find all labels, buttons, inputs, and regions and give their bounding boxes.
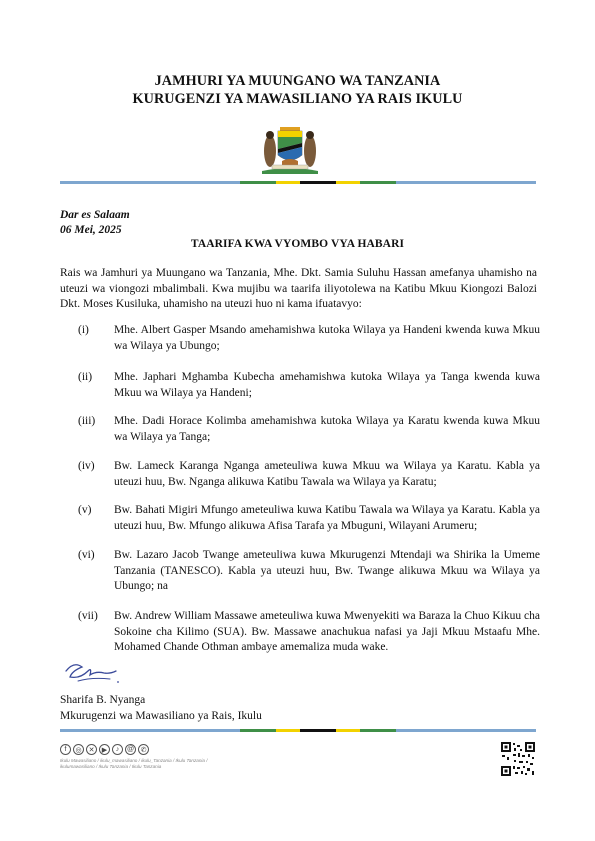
youtube-icon[interactable]: ▶ bbox=[99, 744, 110, 755]
date: 06 Mei, 2025 bbox=[60, 224, 122, 236]
facebook-icon[interactable]: f bbox=[60, 744, 71, 755]
intro-paragraph: Rais wa Jamhuri ya Muungano wa Tanzania, Mhe. Dkt. Samia Suluhu Hassan amefanya uhamisho na uteuzi wa viongozi mbalimbali. Kwa mujibu wa taarifa iliyotolewa na Katibu Mkuu Kiongozi Balozi Dkt. Moses Kusiluka, uhamisho na uteuzi huo ni kama ifuatavyo: bbox=[60, 267, 537, 310]
threads-icon[interactable]: @ bbox=[126, 746, 135, 753]
list-item-number: (vi) bbox=[78, 549, 95, 561]
coat-of-arms-icon bbox=[258, 121, 322, 175]
signer-name: Sharifa B. Nyanga bbox=[60, 694, 146, 706]
list-item-text: Bw. Lazaro Jacob Twange ameteuliwa kuwa Mkurugenzi Mtendaji wa Shirika la Umeme Tanzania (TANESCO). Kabla ya uteuzi huu, Bw. Twange alikuwa Mkuu wa Wilaya ya Ubungo; na bbox=[114, 549, 540, 592]
letterhead-line-1: JAMHURI YA MUUNGANO WA TANZANIA bbox=[154, 73, 441, 89]
signer-block bbox=[60, 693, 262, 724]
list-item-number: (ii) bbox=[78, 371, 93, 383]
place: Dar es Salaam bbox=[60, 209, 130, 221]
list-item bbox=[60, 548, 540, 595]
whatsapp-icon[interactable]: ✆ bbox=[138, 744, 149, 755]
letterhead bbox=[0, 72, 595, 108]
list-item-text: Bw. Bahati Migiri Mfungo ameteuliwa kuwa Katibu Tawala wa Wilaya ya Karatu. Kabla ya uteuzi huu, Bw. Mfungo alikuwa Afisa Tarafa ya Mbuguni, Wilayani Arumeru; bbox=[114, 504, 540, 532]
signature-icon bbox=[60, 657, 122, 689]
list-item bbox=[60, 459, 540, 490]
list-item bbox=[60, 323, 540, 354]
social-handles: Ikulu Mawasiliano / ikulu_mawasiliano / ikulu_Tanzania / Ikulu Tanzania / ikulumawasiliano / Ikulu Tanzania / Ikulu Tanzania bbox=[60, 758, 208, 769]
list-item-number: (i) bbox=[78, 324, 89, 336]
list-item-text: Mhe. Albert Gasper Msando amehamishwa kutoka Wilaya ya Handeni kwenda kuwa Mkuu wa Wilaya ya Ubungo; bbox=[114, 324, 540, 352]
list-item-text: Mhe. Japhari Mghamba Kubecha amehamishwa kutoka Wilaya ya Tanga kwenda kuwa Mkuu wa Wilaya ya Handeni; bbox=[114, 371, 540, 399]
social-icons bbox=[60, 744, 149, 755]
place-and-date bbox=[60, 208, 130, 238]
list-item bbox=[60, 414, 540, 445]
qr-code-icon[interactable] bbox=[500, 741, 536, 777]
document-title: TAARIFA KWA VYOMBO VYA HABARI bbox=[190, 238, 405, 250]
list-item bbox=[60, 609, 540, 656]
list-item-number: (vii) bbox=[78, 610, 98, 622]
x-icon[interactable]: ✕ bbox=[86, 744, 97, 755]
top-color-rule bbox=[60, 181, 536, 184]
list-item-text: Bw. Lameck Karanga Nganga ameteuliwa kuwa Mkuu wa Wilaya ya Karatu. Kabla ya uteuzi huu, Bw. Nganga alikuwa Katibu Tawala wa Wilaya ya Karatu; bbox=[114, 460, 540, 488]
list-item-number: (iv) bbox=[78, 460, 95, 472]
list-item bbox=[60, 503, 540, 534]
tiktok-icon[interactable]: ♪ bbox=[112, 744, 123, 755]
list-item-text: Bw. Andrew William Massawe ameteuliwa kuwa Mwenyekiti wa Baraza la Chuo Kikuu cha Sokoine cha Kilimo (SUA). Bw. Massawe anachukua nafasi ya Jaji Mkuu Mstaafu Mhe. Mohamed Chande Othman ambaye amemaliza muda wake. bbox=[114, 610, 540, 653]
instagram-icon[interactable]: ◎ bbox=[73, 744, 84, 755]
list-item-number: (iii) bbox=[78, 415, 96, 427]
bottom-color-rule bbox=[60, 729, 536, 732]
list-item bbox=[60, 370, 540, 401]
signer-position: Mkurugenzi wa Mawasiliano ya Rais, Ikulu bbox=[60, 709, 262, 722]
letterhead-line-2: KURUGENZI YA MAWASILIANO YA RAIS IKULU bbox=[132, 91, 463, 107]
list-item-text: Mhe. Dadi Horace Kolimba amehamishwa kutoka Wilaya ya Karatu kwenda kuwa Mkuu wa Wilaya ya Tanga; bbox=[114, 415, 540, 443]
list-item-number: (v) bbox=[78, 504, 92, 516]
